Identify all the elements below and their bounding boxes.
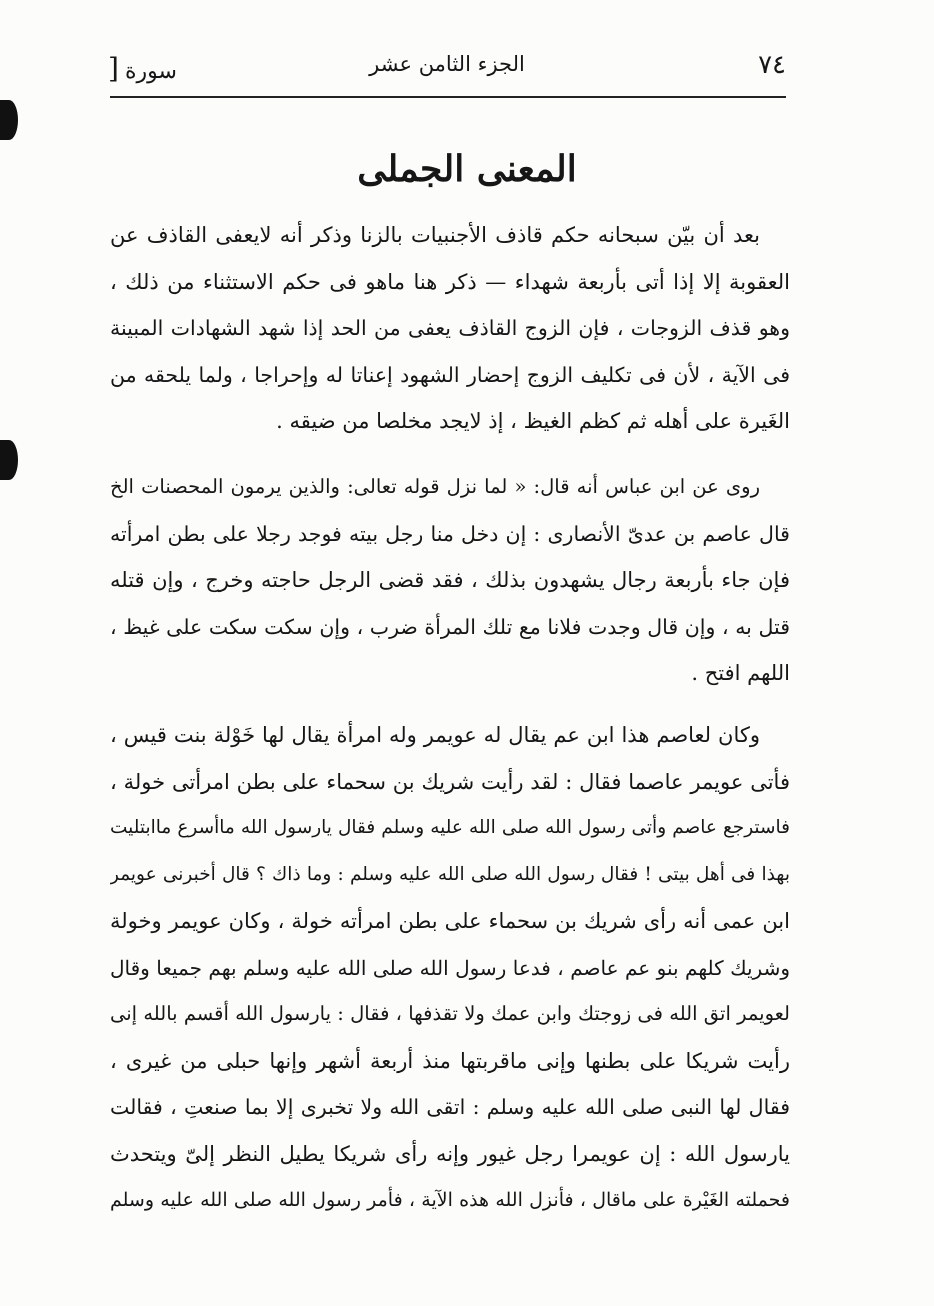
text-line: لعويمر اتق الله فى زوجتك وابن عمك ولا تقذفها ، فقال : يارسول الله أقسم بالله إنى (110, 1002, 790, 1025)
text-line: بهذا فى أهل بيتى ! فقال رسول الله صلى الله عليه وسلم : وما ذاك ؟ قال أخبرنى عويمر (110, 863, 790, 885)
text-line: وكان لعاصم هذا ابن عم يقال له عويمر وله امرأة يقال لها خَوْلة بنت قيس ، (110, 723, 760, 747)
page-number: ٧٤ (758, 50, 786, 80)
paragraph (110, 712, 790, 1224)
header-rule (110, 96, 786, 98)
text-line: روى عن ابن عباس أنه قال: « لما نزل قوله تعالى: والذين يرمون المحصنات الخ (110, 475, 760, 498)
text-line: يارسول الله : إن عويمرا رجل غيور وإنه رأى شريكا يطيل النظر إلىّ ويتحدث (110, 1141, 790, 1166)
paragraph (110, 464, 790, 697)
scan-edge-mark (0, 440, 18, 480)
text-line: اللهم افتح . (691, 661, 790, 685)
text-line: فأتى عويمر عاصما فقال : لقد رأيت شريك بن سحماء على بطن امرأتى خولة ، (110, 769, 790, 794)
text-line: قتل به ، وإن قال وجدت فلانا مع تلك المرأة ضرب ، وإن سكت سكت على غيظ ، (110, 614, 790, 639)
page-header (108, 48, 786, 92)
text-line: وشريك كلهم بنو عم عاصم ، فدعا رسول الله صلى الله عليه وسلم بهم جميعا وقال (110, 955, 790, 980)
text-line: فقال لها النبى صلى الله عليه وسلم : اتقى الله ولا تخبرى إلا بما صنعتِ ، فقالت (110, 1095, 790, 1119)
text-line: فى الآية ، لأن فى تكليف الزوج إحضار الشهود إعناتا له وإحراجا ، ولما يلحقه من (110, 362, 790, 387)
running-head-part: الجزء الثامن عشر (369, 52, 525, 76)
text-line: الغَيرة على أهله ثم كظم الغيظ ، إذ لايجد مخلصا من ضيقه . (276, 409, 790, 433)
text-line: قال عاصم بن عدىّ الأنصارى : إن دخل منا رجل بيته فوجد رجلا على بطن امرأته (110, 521, 790, 546)
running-head-surah: سورة [ (108, 52, 177, 85)
text-line: بعد أن بيّن سبحانه حكم قاذف الأجنبيات بالزنا وذكر أنه لايعفى القاذف عن (110, 223, 760, 247)
text-line: فحملته الغَيْرة على ماقال ، فأنزل الله هذه الآية ، فأمر رسول الله صلى الله عليه وسلم (110, 1189, 790, 1211)
text-line: رأيت شريكا على بطنها وإنى ماقربتها منذ أربعة أشهر وإنها حبلى من غيرى ، (110, 1048, 790, 1073)
text-line: فاسترجع عاصم وأتى رسول الله صلى الله عليه وسلم فقال يارسول الله ماأسرع ماابتليت (110, 817, 790, 838)
text-line: فإن جاء بأربعة رجال يشهدون بذلك ، فقد قضى الرجل حاجته وخرج ، وإن قتله (110, 568, 790, 592)
text-line: ابن عمى أنه رأى شريك بن سحماء على بطن امرأته خولة ، وكان عويمر وخولة (110, 909, 790, 933)
text-line: وهو قذف الزوجات ، فإن الزوج القاذف يعفى من الحد إذا شهد الشهادات المبينة (110, 316, 790, 340)
paragraph (110, 212, 790, 445)
scan-edge-mark (0, 100, 18, 140)
section-title: المعنى الجملى (357, 148, 577, 190)
text-line: العقوبة إلا إذا أتى بأربعة شهداء — ذكر هنا ماهو فى حكم الاستثناء من ذلك ، (110, 269, 790, 294)
